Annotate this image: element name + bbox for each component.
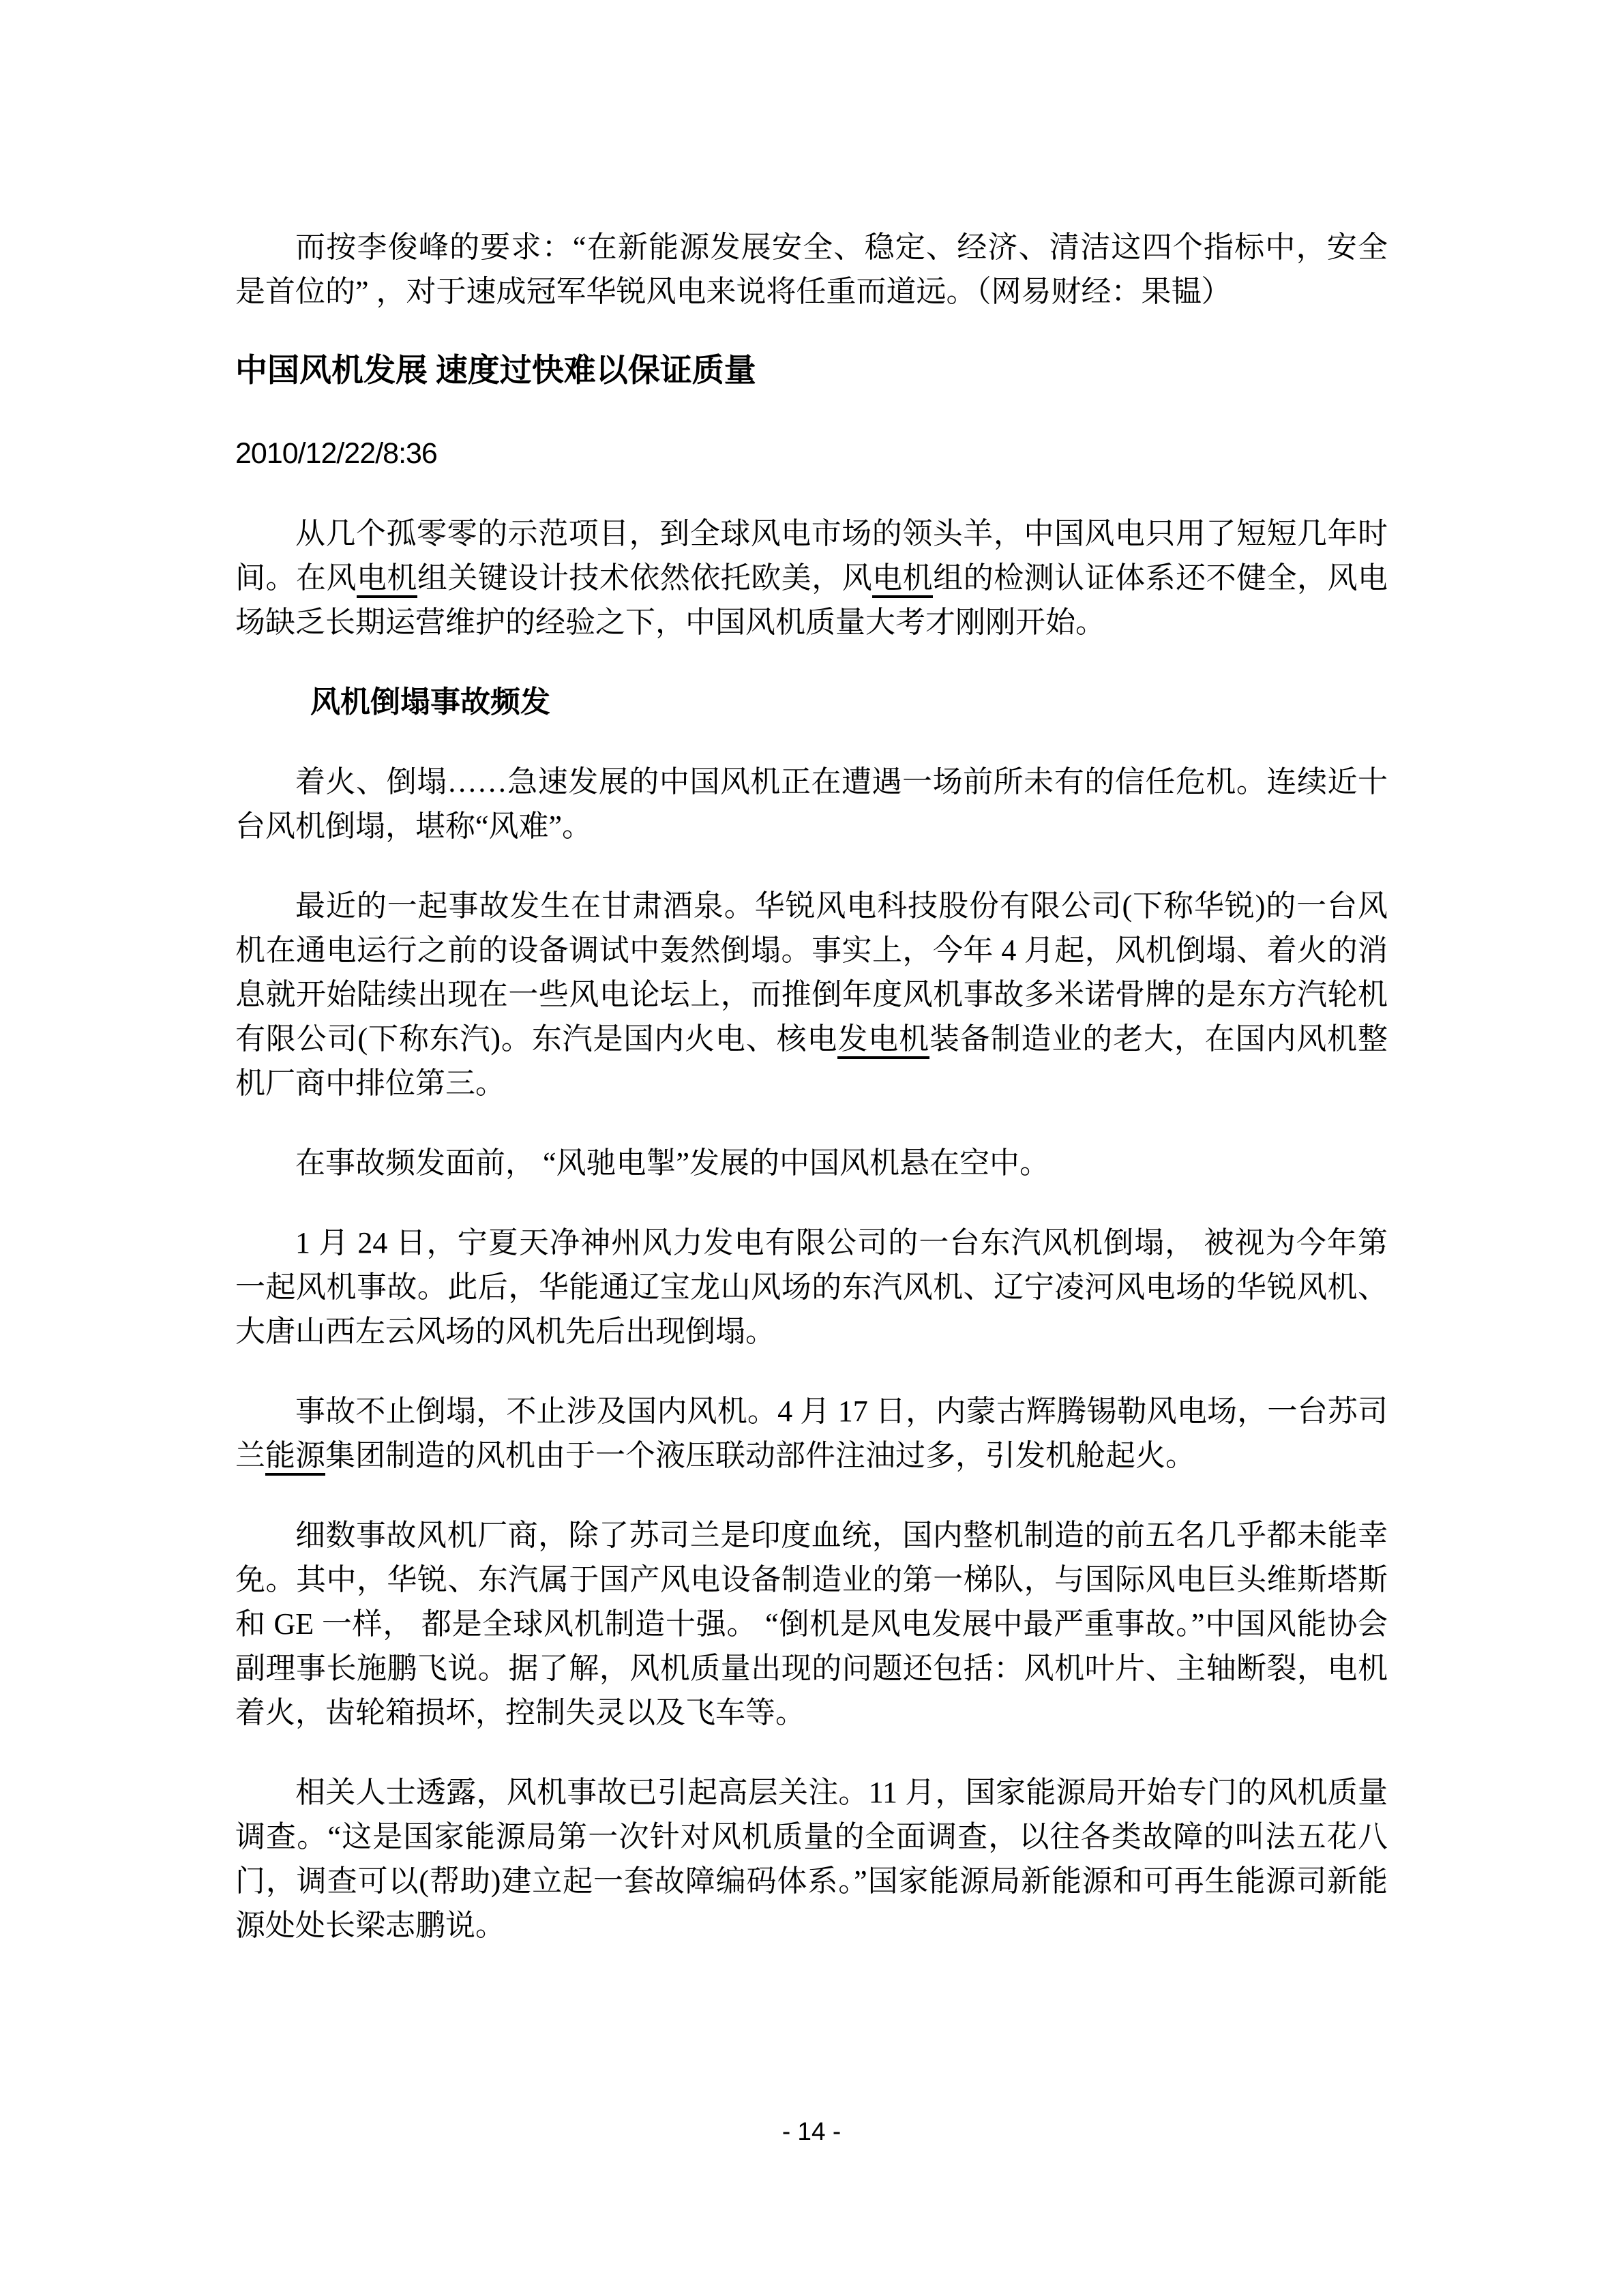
underlined-text: 电机 (872, 561, 933, 598)
document-body (235, 225, 1388, 1983)
paragraph (235, 225, 1388, 314)
text-run: 风机倒塌事故频发 (310, 685, 550, 719)
text-run: 相关人士透露，风机事故已引起高层关注。11 月，国家能源局开始专门的风机质量调查。“这是国家能源局第一次针对风机质量的全面调查，以往各类故障的叫法五花八门，调查可以(帮助)建立起一套故障编码体系。”国家能源局新能源和可再生能源司新能源处处长梁志鹏说。 (235, 1776, 1388, 1942)
paragraph (235, 511, 1388, 644)
text-run: 2010/12/22/8:36 (235, 437, 437, 470)
page-number: - 14 - (781, 2117, 842, 2145)
text-run: 装备制造业的老大，在国内风机整机厂商中排位第三。 (235, 1022, 1388, 1100)
text-run: 集团制造的风机由于一个液压联动部件注油过多，引发机舱起火。 (325, 1439, 1195, 1472)
paragraph (235, 1513, 1388, 1735)
paragraph (235, 1141, 1388, 1185)
text-run: 中国风机发展 速度过快难以保证质量 (235, 353, 756, 389)
article-title (235, 349, 1388, 393)
underlined-text: 电机 (357, 561, 417, 598)
text-run: 最近的一起事故发生在甘肃酒泉。华锐风电科技股份有限公司(下称华锐)的一台风机在通电运行之前的设备调试中轰然倒塌。事实上，今年 4 月起，风机倒塌、着火的消息就开始陆续出现在一些风电论坛上，而推倒年度风机事故多米诺骨牌的是东方汽轮机有限公司(下称东汽)。东汽是国内火电、核电 (235, 889, 1388, 1056)
section-subheading (235, 680, 1388, 724)
date-line (235, 432, 1388, 476)
text-run: 组关键设计技术依然依托欧美，风 (417, 561, 873, 595)
paragraph (235, 1221, 1388, 1354)
text-run: 细数事故风机厂商，除了苏司兰是印度血统，国内整机制造的前五名几乎都未能幸免。其中，华锐、东汽属于国产风电设备制造业的第一梯队，与国际风电巨头维斯塔斯和 GE 一样， 都是全球风机制造十强。 “倒机是风电发展中最严重事故。”中国风能协会副理事长施鹏飞说。据了解，风机质量出现的问题还包括：风机叶片、主轴断裂，电机着火，齿轮箱损坏，控制失灵以及飞车等。 (235, 1519, 1388, 1729)
text-run: 而按李俊峰的要求：“在新能源发展安全、稳定、经济、清洁这四个指标中，安全是首位的” ，对于速成冠军华锐风电来说将任重而道远。（网易财经：果韫） (235, 230, 1388, 308)
text-run: 1 月 24 日，宁夏天净神州风力发电有限公司的一台东汽风机倒塌， 被视为今年第一起风机事故。此后，华能通辽宝龙山风场的东汽风机、辽宁凌河风电场的华锐风机、大唐山西左云风场的风机先后出现倒塌。 (235, 1226, 1388, 1348)
text-run: 在事故频发面前， “风驰电掣”发展的中国风机悬在空中。 (295, 1146, 1050, 1180)
text-run: 组的检测认证体系还不健全，风电场缺乏长期运营维护的经验之下，中国风机质量大考才刚刚开始。 (235, 561, 1388, 639)
text-run: 事故不止倒塌，不止涉及国内风机。4 月 17 日，内蒙古辉腾锡勒风电场，一台苏司兰 (235, 1395, 1388, 1472)
paragraph (235, 760, 1388, 848)
text-run: 从几个孤零零的示范项目，到全球风电市场的领头羊，中国风电只用了短短几年时间。在风 (235, 517, 1388, 595)
paragraph (235, 1770, 1388, 1948)
underlined-text: 发电机 (837, 1022, 929, 1059)
text-run: 着火、倒塌……急速发展的中国风机正在遭遇一场前所未有的信任危机。连续近十台风机倒塌，堪称“风难”。 (235, 765, 1388, 843)
paragraph (235, 1389, 1388, 1478)
underlined-text: 能源 (265, 1439, 325, 1476)
paragraph (235, 884, 1388, 1105)
